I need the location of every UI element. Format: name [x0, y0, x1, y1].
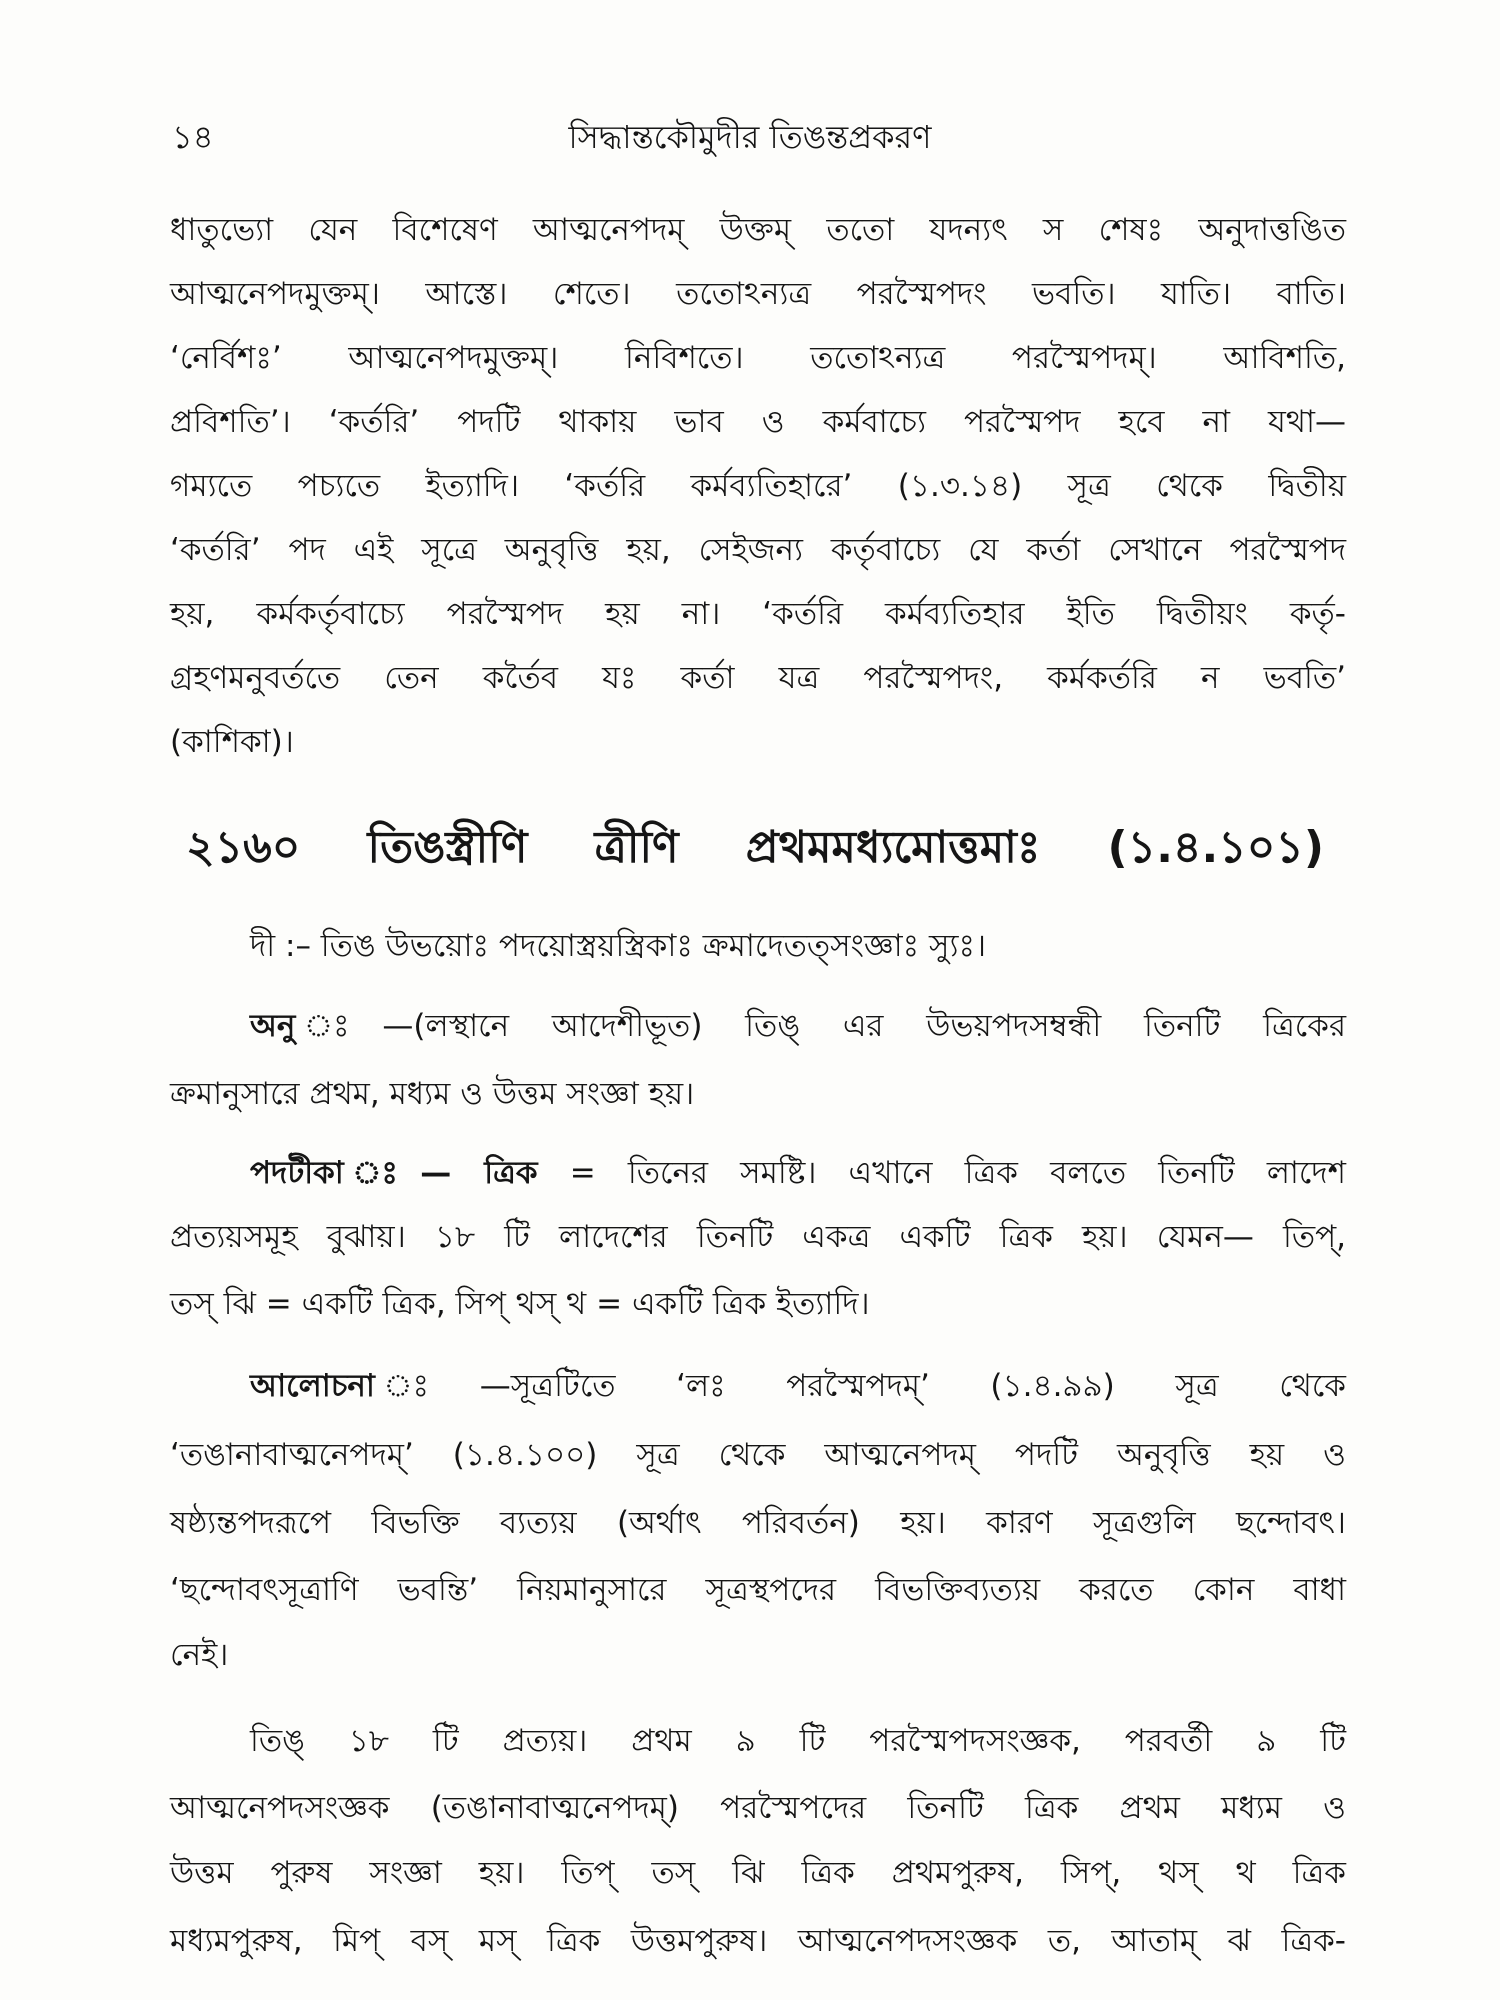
line-text: মধ্যমপুরুষ, মিপ্ বস্ মস্ ত্রিক উত্তমপুরুষ। আত্মনেপদসংজ্ঞক ত, আতাম্ ঝ ত্রিক-: [170, 1923, 1346, 1959]
line-text: আত্মনেপদমুক্তম্। আস্তে। শেতে। ততোঽন্যত্র পরস্মৈপদং ভবতি। যাতি। বাতি।: [170, 276, 1346, 312]
line-text: উত্তম পুরুষ সংজ্ঞা হয়। তিপ্ তস্ ঝি ত্রিক প্রথমপুরুষ, সিপ্, থস্ থ ত্রিক: [170, 1855, 1346, 1891]
line-text: ‘ছন্দোবৎসূত্রাণি ভবন্তি’ নিয়মানুসারে সূত্রস্থপদের বিভক্তিব্যত্যয় করতে কোন বাধা: [170, 1572, 1346, 1608]
line-text: ক্রমানুসারে প্রথম, মধ্যম ও উত্তম সংজ্ঞা হয়।: [170, 1076, 695, 1112]
line-text: আত্মনেপদসংজ্ঞক (তঙানাবাত্মনেপদম্) পরস্মৈপদের তিনটি ত্রিক প্রথম মধ্যম ও: [170, 1790, 1346, 1826]
text-line: [170, 464, 1346, 508]
line-text: ধাতুভ্যো যেন বিশেষেণ আত্মনেপদম্ উক্তম্ ততো যদন্যৎ স শেষঃ অনুদাত্তঙিত: [170, 212, 1346, 248]
text-line: [170, 272, 1346, 316]
line-text: ‘তঙানাবাত্মনেপদম্’ (১.৪.১০০) সূত্র থেকে আত্মনেপদম্ পদটি অনুবৃত্তি হয় ও: [170, 1437, 1346, 1473]
text-line: [170, 1215, 1346, 1259]
text-line: [250, 1364, 1346, 1408]
line-text: দী :– তিঙ উভয়োঃ পদয়োস্ত্রয়স্ত্রিকাঃ ক্রমাদেতত্সংজ্ঞাঃ স্যুঃ।: [250, 928, 987, 964]
text-line: [250, 1004, 1346, 1048]
page-number: ১৪: [172, 118, 214, 156]
text-line: [250, 924, 1346, 968]
text-line: [250, 1151, 1346, 1195]
text-line: [170, 1433, 1346, 1477]
line-text: প্রবিশতি’। ‘কর্তরি’ পদটি থাকায় ভাব ও কর্মবাচ্যে পরস্মৈপদ হবে না যথা—: [170, 404, 1346, 440]
line-text: ঃ—(লস্থানে আদেশীভূত) তিঙ্ এর উভয়পদসম্বন্ধী তিনটি ত্রিকের: [295, 1008, 1346, 1044]
text-line: [170, 1851, 1346, 1895]
text-line: [170, 208, 1346, 252]
line-text: প্রত্যয়সমূহ বুঝায়। ১৮ টি লাদেশের তিনটি একত্র একটি ত্রিক হয়। যেমন— তিপ্,: [170, 1219, 1346, 1255]
text-line: [170, 1072, 1346, 1116]
line-text: ‘নের্বিশঃ’ আত্মনেপদমুক্তম্। নিবিশতে। ততোঽন্যত্র পরস্মৈপদম্। আবিশতি,: [170, 340, 1346, 376]
bold-label: আলোচনা: [250, 1368, 375, 1404]
bold-label: অনু: [250, 1008, 296, 1044]
line-text: ষষ্ঠ্যন্তপদরূপে বিভক্তি ব্যত্যয় (অর্থাৎ পরিবর্তন) হয়। কারণ সূত্রগুলি ছন্দোবৎ।: [170, 1505, 1346, 1541]
text-line: [170, 720, 1346, 764]
text-line: [170, 1786, 1346, 1830]
line-text: তিঙ্ ১৮ টি প্রত্যয়। প্রথম ৯ টি পরস্মৈপদসংজ্ঞক, পরবর্তী ৯ টি: [250, 1723, 1346, 1759]
text-line: [170, 336, 1346, 380]
text-line: [170, 1633, 1346, 1677]
text-line: [170, 1919, 1346, 1963]
line-text: তস্ ঝি = একটি ত্রিক, সিপ্ থস্ থ = একটি ত্রিক ইত্যাদি।: [170, 1286, 870, 1322]
line-text: নেই।: [170, 1637, 229, 1673]
text-line: [170, 528, 1346, 572]
bold-label: পদটীকা ঃ— ত্রিক: [250, 1155, 538, 1191]
line-text: (কাশিকা)।: [170, 724, 294, 760]
line-text: = তিনের সমষ্টি। এখানে ত্রিক বলতে তিনটি লাদেশ: [537, 1155, 1346, 1191]
line-text: গম্যতে পচ্যতে ইত্যাদি। ‘কর্তরি কর্মব্যতিহারে’ (১.৩.১৪) সূত্র থেকে দ্বিতীয়: [170, 468, 1346, 504]
text-line: [170, 1282, 1346, 1326]
text-line: [170, 592, 1346, 636]
line-text: হয়, কর্মকর্তৃবাচ্যে পরস্মৈপদ হয় না। ‘কর্তরি কর্মব্যতিহার ইতি দ্বিতীয়ং কর্তৃ-: [170, 596, 1346, 632]
text-line: [170, 1568, 1346, 1612]
text-line: [170, 400, 1346, 444]
line-text: গ্রহণমনুবর্ততে তেন কর্তৈব যঃ কর্তা যত্র পরস্মৈপদং, কর্মকর্তরি ন ভবতি’: [170, 660, 1346, 696]
line-text: ঃ—সূত্রটিতে ‘লঃ পরস্মৈপদম্’ (১.৪.৯৯) সূত্র থেকে: [374, 1368, 1346, 1404]
text-line: [250, 1719, 1346, 1763]
text-line: [170, 1501, 1346, 1545]
running-title: সিদ্ধান্তকৌমুদীর তিঙন্তপ্রকরণ: [568, 118, 932, 156]
text-line: [170, 656, 1346, 700]
line-text: ‘কর্তরি’ পদ এই সূত্রে অনুবৃত্তি হয়, সেইজন্য কর্তৃবাচ্যে যে কর্তা সেখানে পরস্মৈপদ: [170, 532, 1346, 568]
sutra-heading: ২১৬০ তিঙস্ত্রীণি ত্রীণি প্রথমমধ্যমোত্তমাঃ (১.৪.১০১): [186, 822, 1324, 873]
